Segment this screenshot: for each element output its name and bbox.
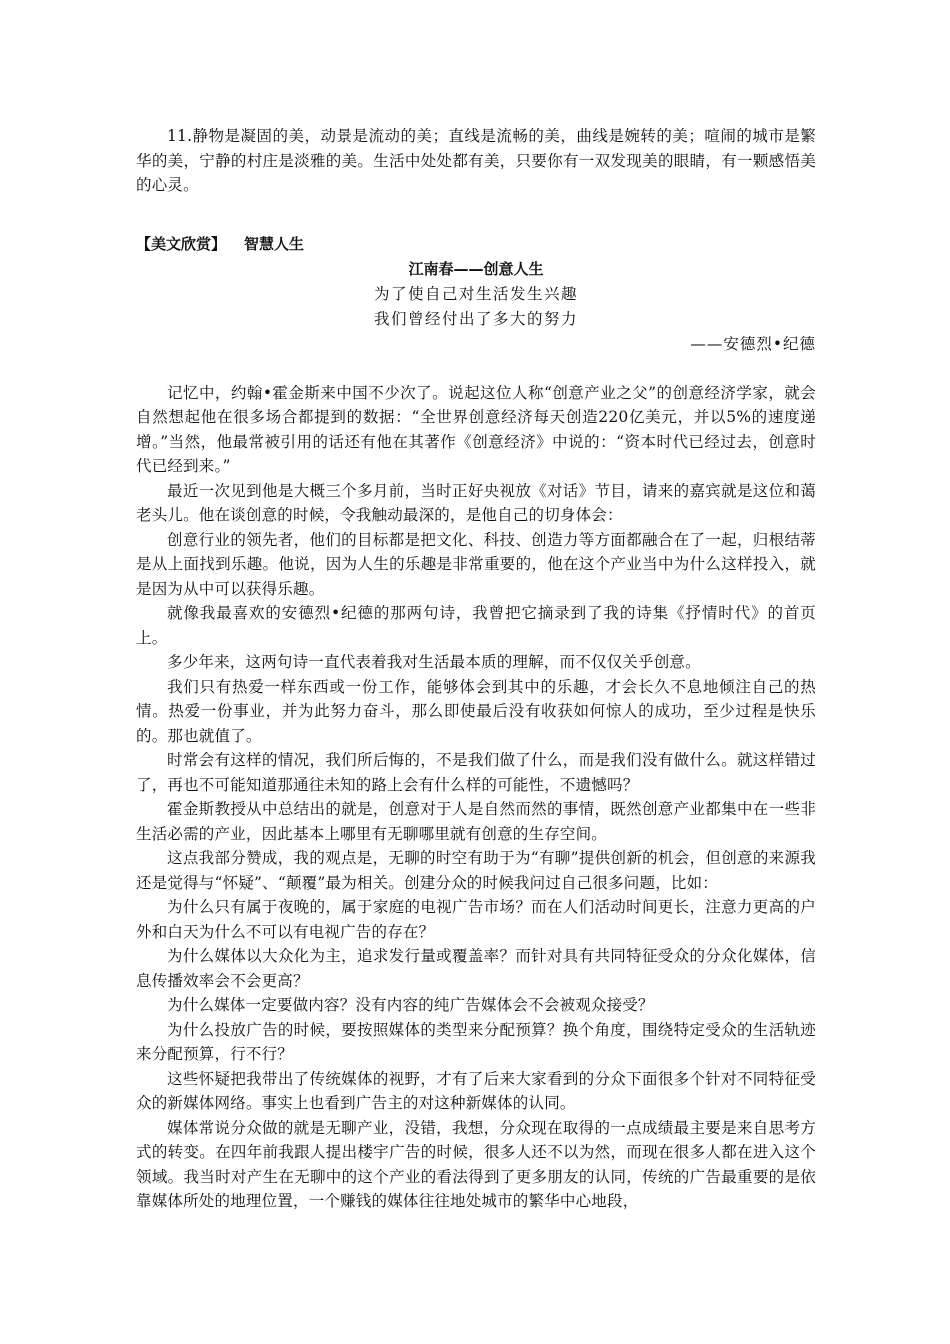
article-paragraph: 为什么媒体以大众化为主，追求发行量或覆盖率？而针对具有共同特征受众的分众化媒体，信息传播效率会不会更高？ bbox=[136, 947, 816, 990]
article-paragraph: 这点我部分赞成，我的观点是，无聊的时空有助于为“有聊”提供创新的机会，但创意的来源我还是觉得与“怀疑”、“颠覆”最为相关。创建分众的时候我问过自己很多问题，比如： bbox=[136, 849, 816, 892]
section-subtitle: 智慧人生 bbox=[244, 234, 305, 253]
article-paragraph: 为什么投放广告的时候，要按照媒体的类型来分配预算？换个角度，围绕特定受众的生活轨迹来分配预算，行不行？ bbox=[136, 1020, 816, 1063]
article-paragraph: 这些怀疑把我带出了传统媒体的视野，才有了后来大家看到的分众下面很多个针对不同特征受众的新媒体网络。事实上也看到广告主的对这种新媒体的认同。 bbox=[136, 1069, 816, 1112]
article-body bbox=[136, 381, 816, 1214]
spacer bbox=[136, 357, 816, 381]
epigraph-line-2: 我们曾经付出了多大的努力 bbox=[373, 309, 578, 328]
intro-paragraph: 11.静物是凝固的美，动景是流动的美；直线是流畅的美，曲线是婉转的美；喧闹的城市是繁华的美，宁静的村庄是淡雅的美。生活中处处都有美，只要你有一双发现美的眼睛，有一颗感悟美的心灵。 bbox=[136, 127, 816, 194]
article-paragraph: 最近一次见到他是大概三个多月前，当时正好央视放《对话》节目，请来的嘉宾就是这位和蔼老头儿。他在谈创意的时候，令我触动最深的，是他自己的切身体会： bbox=[136, 481, 816, 524]
article-paragraph: 创意行业的领先者，他们的目标都是把文化、科技、创造力等方面都融合在了一起，归根结蒂是从上面找到乐趣。他说，因为人生的乐趣是非常重要的，他在这个产业当中为什么这样投入，就是因为从中可以获得乐趣。 bbox=[136, 530, 816, 598]
article-paragraph: 时常会有这样的情况，我们所后悔的，不是我们做了什么，而是我们没有做什么。就这样错过了，再也不可能知道那通往未知的路上会有什么样的可能性，不遗憾吗？ bbox=[136, 751, 816, 794]
article-paragraph: 为什么只有属于夜晚的，属于家庭的电视广告市场？而在人们活动时间更长，注意力更高的户外和白天为什么不可以有电视广告的存在？ bbox=[136, 898, 816, 941]
article-title: 江南春——创意人生 bbox=[408, 259, 544, 278]
article-paragraph: 记忆中，约翰•霍金斯来中国不少次了。说起这位人称“创意产业之父”的创意经济学家，就会自然想起他在很多场合都提到的数据：“全世界创意经济每天创造220亿美元，并以5%的速度递增。”当然，他最常被引用的话还有他在其著作《创意经济》中说的：“资本时代已经过去，创意时代已经到来。” bbox=[136, 383, 816, 475]
article-paragraph: 就像我最喜欢的安德烈•纪德的那两句诗，我曾把它摘录到了我的诗集《抒情时代》的首页上。 bbox=[136, 604, 816, 647]
section-heading bbox=[136, 232, 816, 256]
article-paragraph: 我们只有热爱一样东西或一份工作，能够体会到其中的乐趣，才会长久不息地倾注自己的热情。热爱一份事业，并为此努力奋斗，那么即使最后没有收获如何惊人的成功，至少过程是快乐的。那也就值了。 bbox=[136, 677, 816, 745]
section-label: 【美文欣赏】 bbox=[136, 234, 227, 253]
article-paragraph: 为什么媒体一定要做内容？没有内容的纯广告媒体会不会被观众接受？ bbox=[167, 996, 654, 1014]
document-page bbox=[136, 124, 816, 1214]
article-paragraph: 霍金斯教授从中总结出的就是，创意对于人是自然而然的事情，既然创意产业都集中在一些非生活必需的产业，因此基本上哪里有无聊哪里就有创意的生存空间。 bbox=[136, 800, 816, 843]
article-paragraph: 多少年来，这两句诗一直代表着我对生活最本质的理解，而不仅仅关乎创意。 bbox=[167, 653, 701, 671]
spacer bbox=[136, 198, 816, 232]
article-paragraph: 媒体常说分众做的就是无聊产业，没错，我想，分众现在取得的一点成绩最主要是来自思考方式的转变。在四年前我跟人提出楼宇广告的时候，很多人还不以为然，而现在很多人都在进入这个领域。我当时对产生在无聊中的这个产业的看法得到了更多朋友的认同，传统的广告最重要的是依靠媒体所处的地理位置，一个赚钱的媒体往往地处城市的繁华中心地段， bbox=[136, 1118, 816, 1210]
epigraph-attribution: ——安德烈•纪德 bbox=[690, 334, 816, 353]
epigraph-line-1: 为了使自己对生活发生兴趣 bbox=[373, 284, 578, 303]
